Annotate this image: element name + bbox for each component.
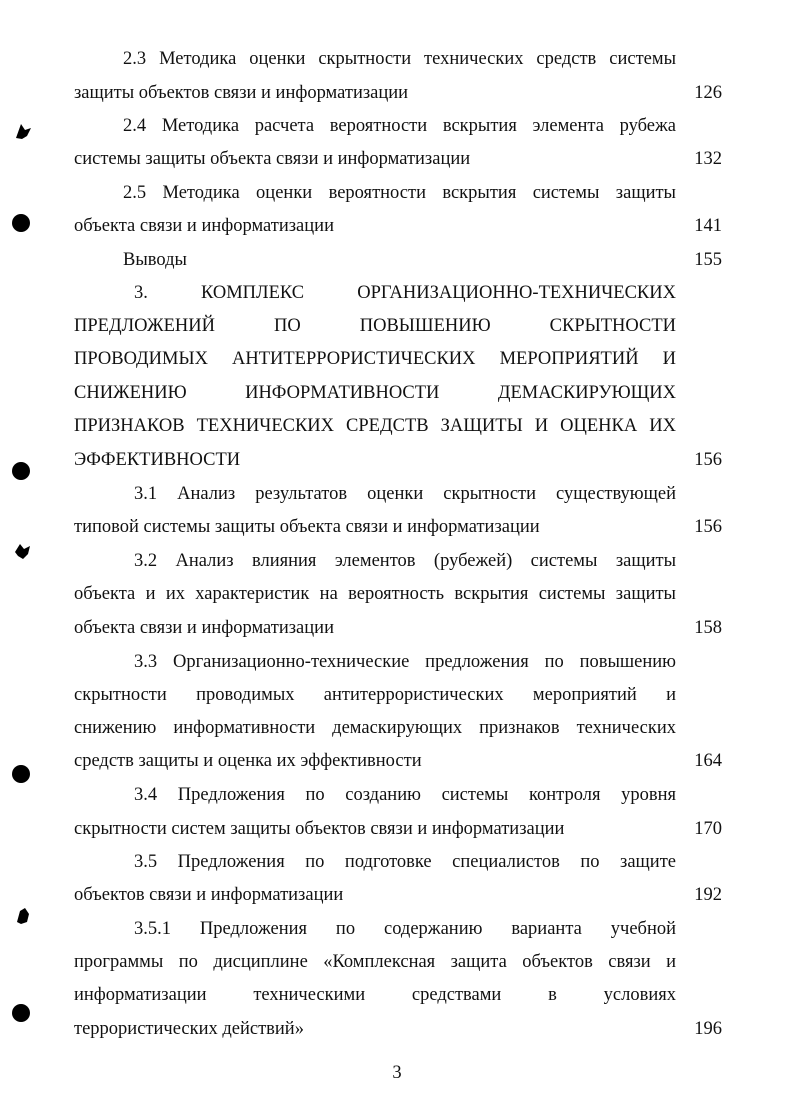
toc-entry-2-4-page: 132 (694, 149, 722, 169)
toc-chapter-3-page: 156 (694, 450, 722, 470)
binder-hole-mark (12, 214, 30, 232)
toc-chapter-3-line-4: СНИЖЕНИЮ ИНФОРМАТИВНОСТИ ДЕМАСКИРУЮЩИХ (74, 383, 676, 403)
toc-chapter-3-line-1: 3. КОМПЛЕКС ОРГАНИЗАЦИОННО-ТЕХНИЧЕСКИХ (134, 283, 676, 303)
toc-entry-3-1-page: 156 (694, 517, 722, 537)
toc-chapter-3-line-6: ЭФФЕКТИВНОСТИ (74, 450, 241, 470)
scan-speck-mark (12, 905, 34, 927)
toc-entry-3-5-1-line-1: 3.5.1 Предложения по содержанию варианта учебной (134, 919, 676, 939)
toc-entry-3-3-line-4: средств защиты и оценка их эффективности (74, 751, 422, 771)
toc-entry-3-4-line-2: скрытности систем защиты объектов связи и информатизации (74, 819, 565, 839)
toc-entry-3-4-page: 170 (694, 819, 722, 839)
binder-hole-mark (12, 765, 30, 783)
binder-hole-mark (12, 1004, 30, 1022)
toc-entry-2-3-line-1: 2.3 Методика оценки скрытности технических средств системы (123, 49, 676, 69)
binder-hole-mark (12, 462, 30, 480)
toc-entry-2-5-page: 141 (694, 216, 722, 236)
toc-entry-3-5-line-2: объектов связи и информатизации (74, 885, 344, 905)
toc-chapter-3-line-2: ПРЕДЛОЖЕНИЙ ПО ПОВЫШЕНИЮ СКРЫТНОСТИ (74, 316, 676, 336)
toc-entry-3-5-1-page: 196 (694, 1019, 722, 1039)
toc-entry-3-5-line-1: 3.5 Предложения по подготовке специалистов по защите (134, 852, 676, 872)
toc-chapter-3-line-3: ПРОВОДИМЫХ АНТИТЕРРОРИСТИЧЕСКИХ МЕРОПРИЯТИЙ И (74, 349, 676, 369)
scan-speck-mark (12, 120, 34, 142)
scan-speck-mark (12, 540, 34, 562)
toc-entry-3-1-line-2: типовой системы защиты объекта связи и информатизации (74, 517, 540, 537)
toc-entry-3-2-line-2: объекта и их характеристик на вероятность вскрытия системы защиты (74, 584, 676, 604)
toc-entry-conclusions-page: 155 (694, 250, 722, 270)
toc-entry-3-3-line-3: снижению информативности демаскирующих признаков технических (74, 718, 676, 738)
toc-entry-3-3-line-1: 3.3 Организационно-технические предложения по повышению (134, 652, 676, 672)
toc-entry-2-4-line-2: системы защиты объекта связи и информатизации (74, 149, 471, 169)
toc-entry-2-5-line-1: 2.5 Методика оценки вероятности вскрытия системы защиты (123, 183, 676, 203)
toc-entry-conclusions: Выводы (123, 250, 187, 270)
toc-entry-3-3-line-2: скрытности проводимых антитеррористических мероприятий и (74, 685, 676, 705)
toc-entry-3-2-line-3: объекта связи и информатизации (74, 618, 334, 638)
toc-entry-3-5-page: 192 (694, 885, 722, 905)
toc-entry-3-1-line-1: 3.1 Анализ результатов оценки скрытности существующей (134, 484, 676, 504)
toc-entry-2-3-page: 126 (694, 83, 722, 103)
toc-entry-3-4-line-1: 3.4 Предложения по созданию системы контроля уровня (134, 785, 676, 805)
toc-entry-2-4-line-1: 2.4 Методика расчета вероятности вскрытия элемента рубежа (123, 116, 676, 136)
toc-entry-3-5-1-line-3: информатизации техническими средствами в условиях (74, 985, 676, 1005)
toc-entry-3-2-line-1: 3.2 Анализ влияния элементов (рубежей) системы защиты (134, 551, 676, 571)
toc-entry-3-5-1-line-4: террористических действий» (74, 1019, 304, 1039)
toc-entry-3-5-1-line-2: программы по дисциплине «Комплексная защита объектов связи и (74, 952, 676, 972)
toc-entry-2-5-line-2: объекта связи и информатизации (74, 216, 334, 236)
toc-entry-2-3-line-2: защиты объектов связи и информатизации (74, 83, 409, 103)
toc-entry-3-2-page: 158 (694, 618, 722, 638)
toc-entry-3-3-page: 164 (694, 751, 722, 771)
page-number: 3 (392, 1063, 402, 1083)
toc-chapter-3-line-5: ПРИЗНАКОВ ТЕХНИЧЕСКИХ СРЕДСТВ ЗАЩИТЫ И ОЦЕНКА ИХ (74, 416, 676, 436)
